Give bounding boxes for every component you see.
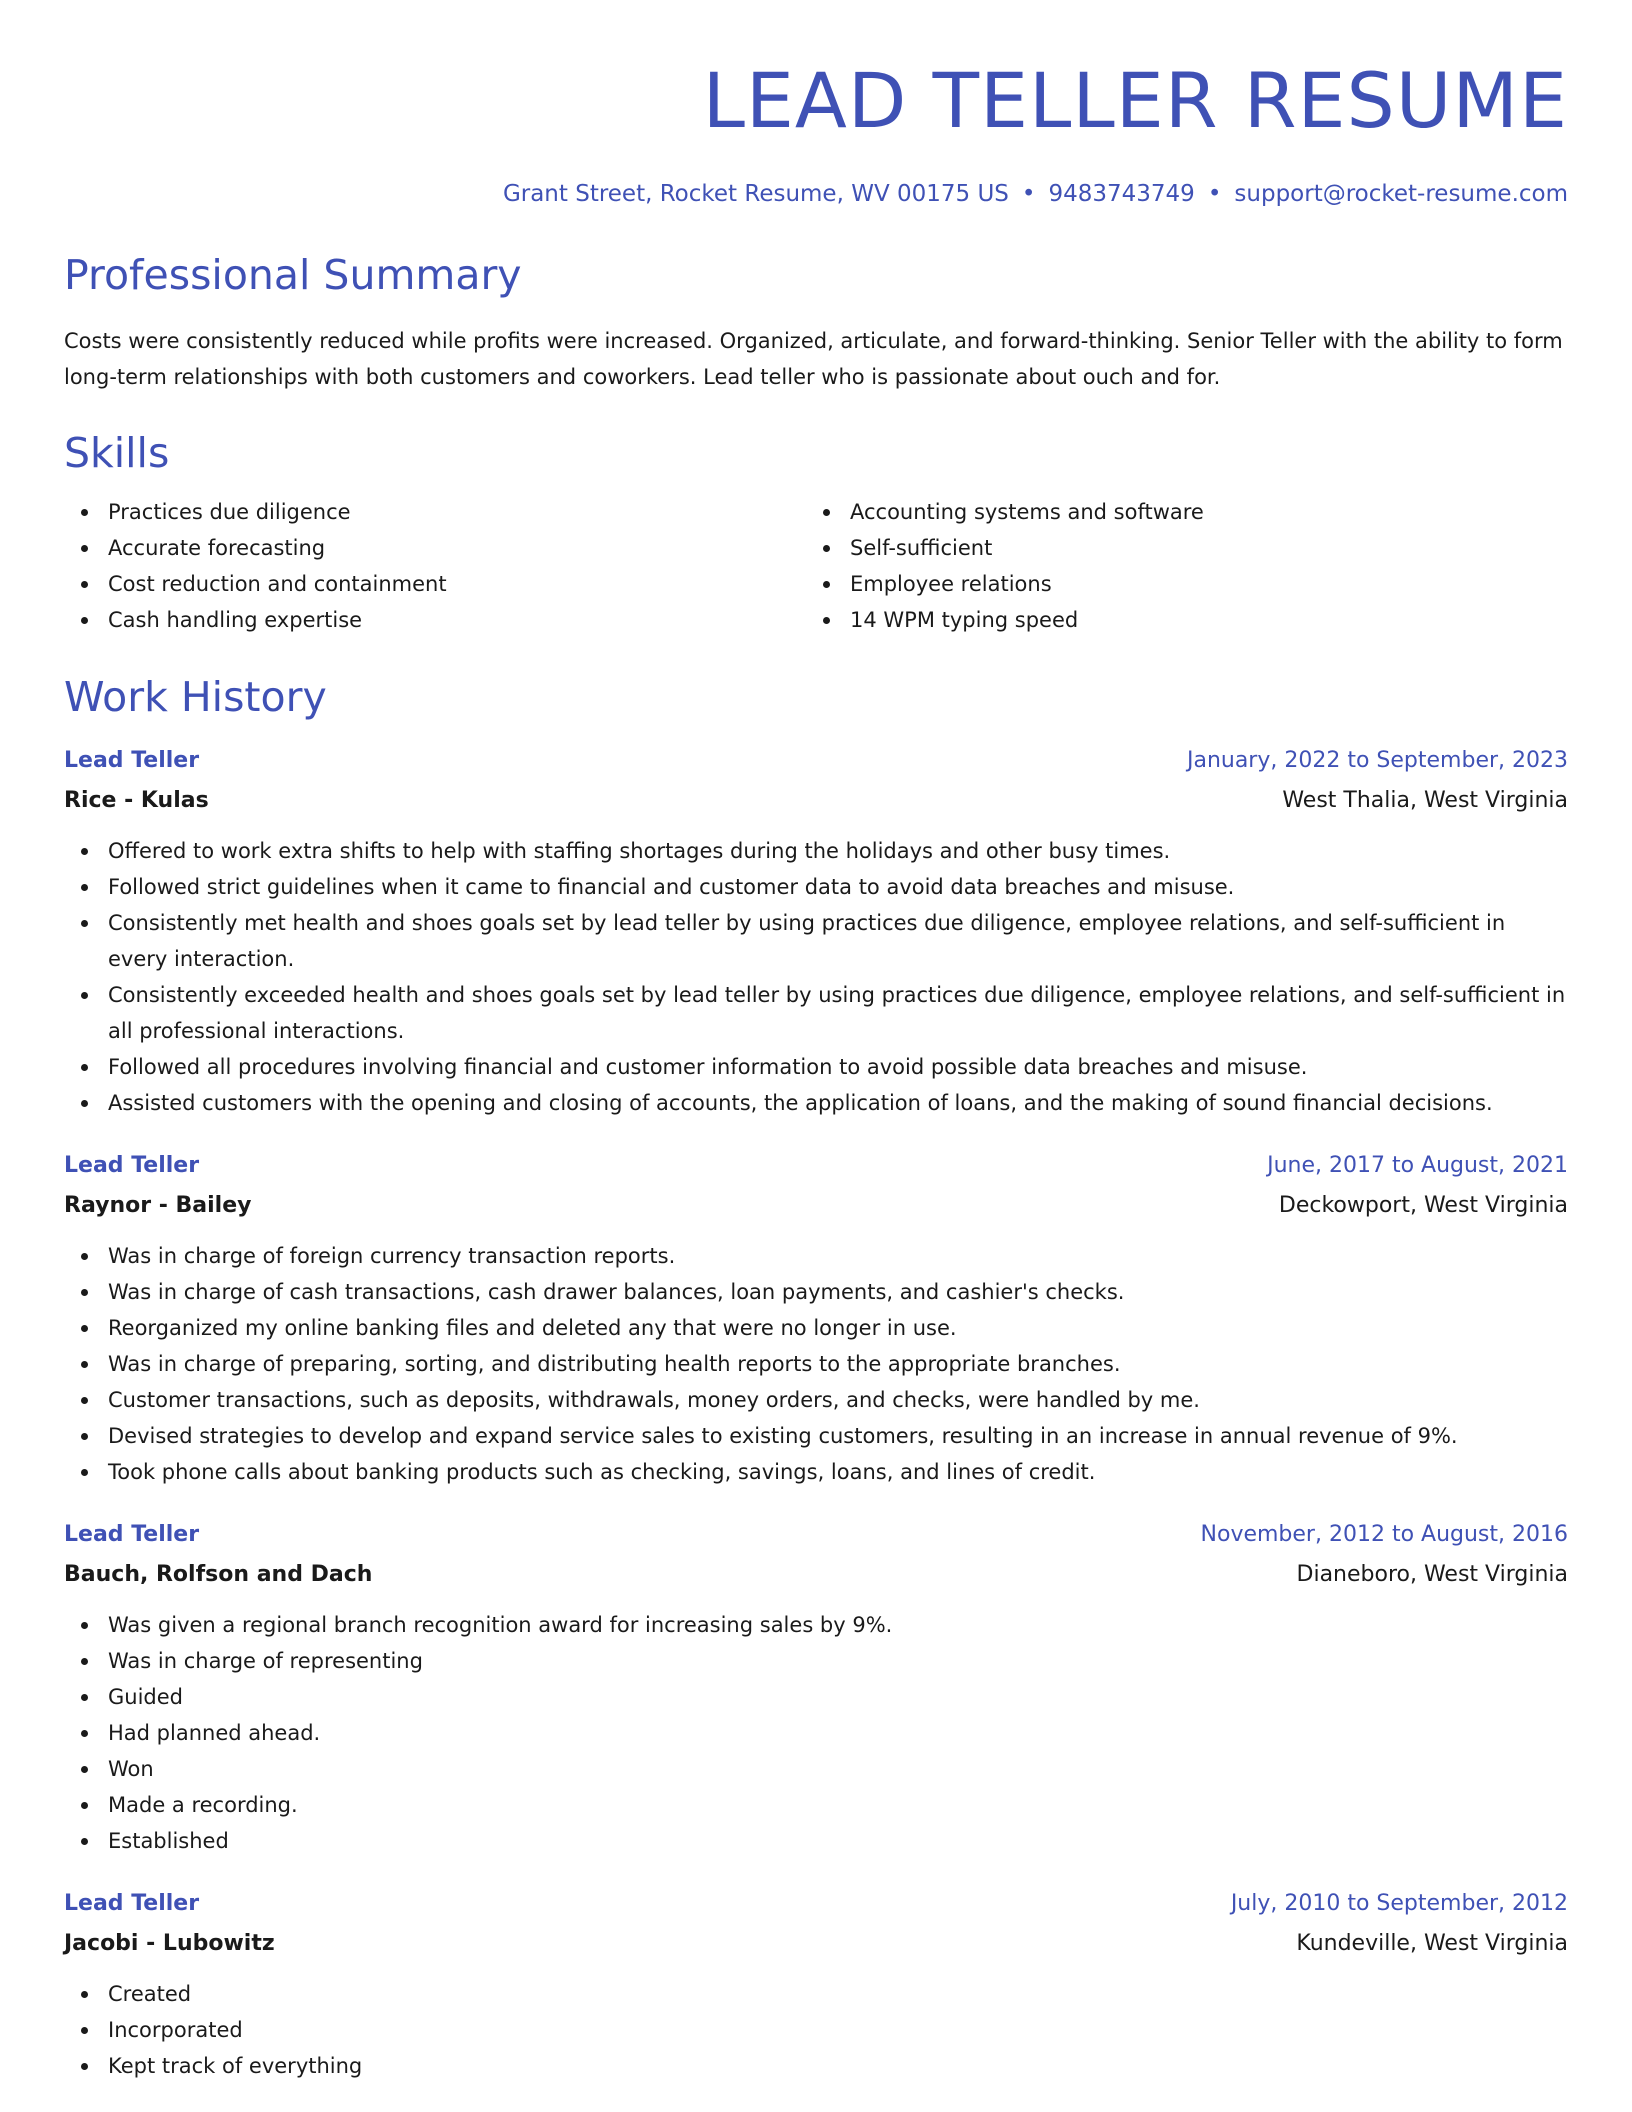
job-title: Lead Teller <box>64 1522 200 1547</box>
skill-item: 14 WPM typing speed <box>806 602 1568 638</box>
job-company: Bauch, Rolfson and Dach <box>64 1562 373 1587</box>
job-bullet: Made a recording. <box>64 1787 1568 1823</box>
job-title: Lead Teller <box>64 1891 200 1916</box>
job-company-row <box>64 1920 1568 1960</box>
skills-grid <box>64 494 1568 638</box>
job-bullet: Kept track of everything <box>64 2048 1568 2084</box>
job-bullet: Won <box>64 1751 1568 1787</box>
job-location: Deckowport, West Virginia <box>1278 1193 1568 1218</box>
skills-list-right <box>806 494 1568 638</box>
job-bullets <box>64 1238 1568 1490</box>
job-dates: November, 2012 to August, 2016 <box>1200 1522 1568 1547</box>
job-location: Dianeboro, West Virginia <box>1296 1562 1568 1587</box>
skill-item: Accounting systems and software <box>806 494 1568 530</box>
skill-item: Accurate forecasting <box>64 530 806 566</box>
job-bullets <box>64 1607 1568 1859</box>
job-bullet: Created <box>64 1976 1568 2012</box>
contact-separator: • <box>1021 181 1036 207</box>
job-bullets <box>64 833 1568 1121</box>
job-bullet: Reorganized my online banking files and deleted any that were no longer in use. <box>64 1310 1568 1346</box>
job-bullet: Was given a regional branch recognition award for increasing sales by 9%. <box>64 1607 1568 1643</box>
summary-text: Costs were consistently reduced while profits were increased. Organized, articulate, and forward-thinking. Senior Teller with the ability to form long-term relationships with both customers and coworkers. Lead teller who is passionate about ouch and for. <box>64 329 1563 389</box>
work-history-heading: Work History <box>64 673 327 721</box>
resume-title: LEAD TELLER RESUME <box>702 56 1568 145</box>
skill-item: Employee relations <box>806 566 1568 602</box>
job-company-row <box>64 1182 1568 1222</box>
job-bullet: Followed strict guidelines when it came to financial and customer data to avoid data breaches and misuse. <box>64 869 1568 905</box>
skill-item: Self-sufficient <box>806 530 1568 566</box>
job-bullet: Was in charge of representing <box>64 1643 1568 1679</box>
job-bullet: Was in charge of foreign currency transaction reports. <box>64 1238 1568 1274</box>
job-bullet: Was in charge of cash transactions, cash drawer balances, loan payments, and cashier's checks. <box>64 1274 1568 1310</box>
job-bullet: Customer transactions, such as deposits, withdrawals, money orders, and checks, were handled by me. <box>64 1382 1568 1418</box>
job-title: Lead Teller <box>64 748 200 773</box>
job-bullets <box>64 1976 1568 2084</box>
job-bullet: Had planned ahead. <box>64 1715 1568 1751</box>
job-bullet: Was in charge of preparing, sorting, and distributing health reports to the appropriate branches. <box>64 1346 1568 1382</box>
job-bullet: Assisted customers with the opening and closing of accounts, the application of loans, and the making of sound financial decisions. <box>64 1085 1568 1121</box>
job-location: Kundeville, West Virginia <box>1296 1931 1568 1956</box>
job-bullet: Followed all procedures involving financial and customer information to avoid possible data breaches and misuse. <box>64 1049 1568 1085</box>
job-location: West Thalia, West Virginia <box>1282 788 1568 813</box>
job-bullet: Devised strategies to develop and expand service sales to existing customers, resulting in an increase in annual revenue of 9%. <box>64 1418 1568 1454</box>
job-company: Rice - Kulas <box>64 788 209 813</box>
job-dates: June, 2017 to August, 2021 <box>1267 1153 1568 1178</box>
job-bullet: Consistently exceeded health and shoes goals set by lead teller by using practices due diligence, employee relations, and self-sufficient in all professional interactions. <box>64 977 1568 1049</box>
job-header-row <box>64 1150 1568 1182</box>
job-company-row <box>64 777 1568 817</box>
job-bullet: Consistently met health and shoes goals set by lead teller by using practices due diligence, employee relations, and self-sufficient in every interaction. <box>64 905 1568 977</box>
contact-line <box>64 183 1568 206</box>
job-bullet: Incorporated <box>64 2012 1568 2048</box>
skill-item: Cash handling expertise <box>64 602 806 638</box>
job-entry <box>64 1888 1568 2084</box>
job-dates: January, 2022 to September, 2023 <box>1186 748 1568 773</box>
skill-item: Cost reduction and containment <box>64 566 806 602</box>
job-company-row <box>64 1551 1568 1591</box>
job-company: Jacobi - Lubowitz <box>64 1931 275 1956</box>
job-entry <box>64 1150 1568 1490</box>
contact-address: Grant Street, Rocket Resume, WV 00175 US <box>502 181 1009 207</box>
job-title: Lead Teller <box>64 1153 200 1178</box>
summary-heading: Professional Summary <box>64 251 522 299</box>
job-header-row <box>64 745 1568 777</box>
contact-separator: • <box>1207 181 1222 207</box>
job-bullet: Guided <box>64 1679 1568 1715</box>
job-header-row <box>64 1519 1568 1551</box>
job-header-row <box>64 1888 1568 1920</box>
job-bullet: Offered to work extra shifts to help with staffing shortages during the holidays and other busy times. <box>64 833 1568 869</box>
skill-item: Practices due diligence <box>64 494 806 530</box>
skills-list-left <box>64 494 806 638</box>
job-entry <box>64 745 1568 1121</box>
job-bullet: Established <box>64 1823 1568 1859</box>
job-company: Raynor - Bailey <box>64 1193 252 1218</box>
contact-email: support@rocket-resume.com <box>1234 181 1568 207</box>
job-dates: July, 2010 to September, 2012 <box>1230 1891 1568 1916</box>
skills-heading: Skills <box>64 429 170 477</box>
job-bullet: Took phone calls about banking products such as checking, savings, loans, and lines of credit. <box>64 1454 1568 1490</box>
contact-phone: 9483743749 <box>1048 181 1195 207</box>
job-entry <box>64 1519 1568 1859</box>
